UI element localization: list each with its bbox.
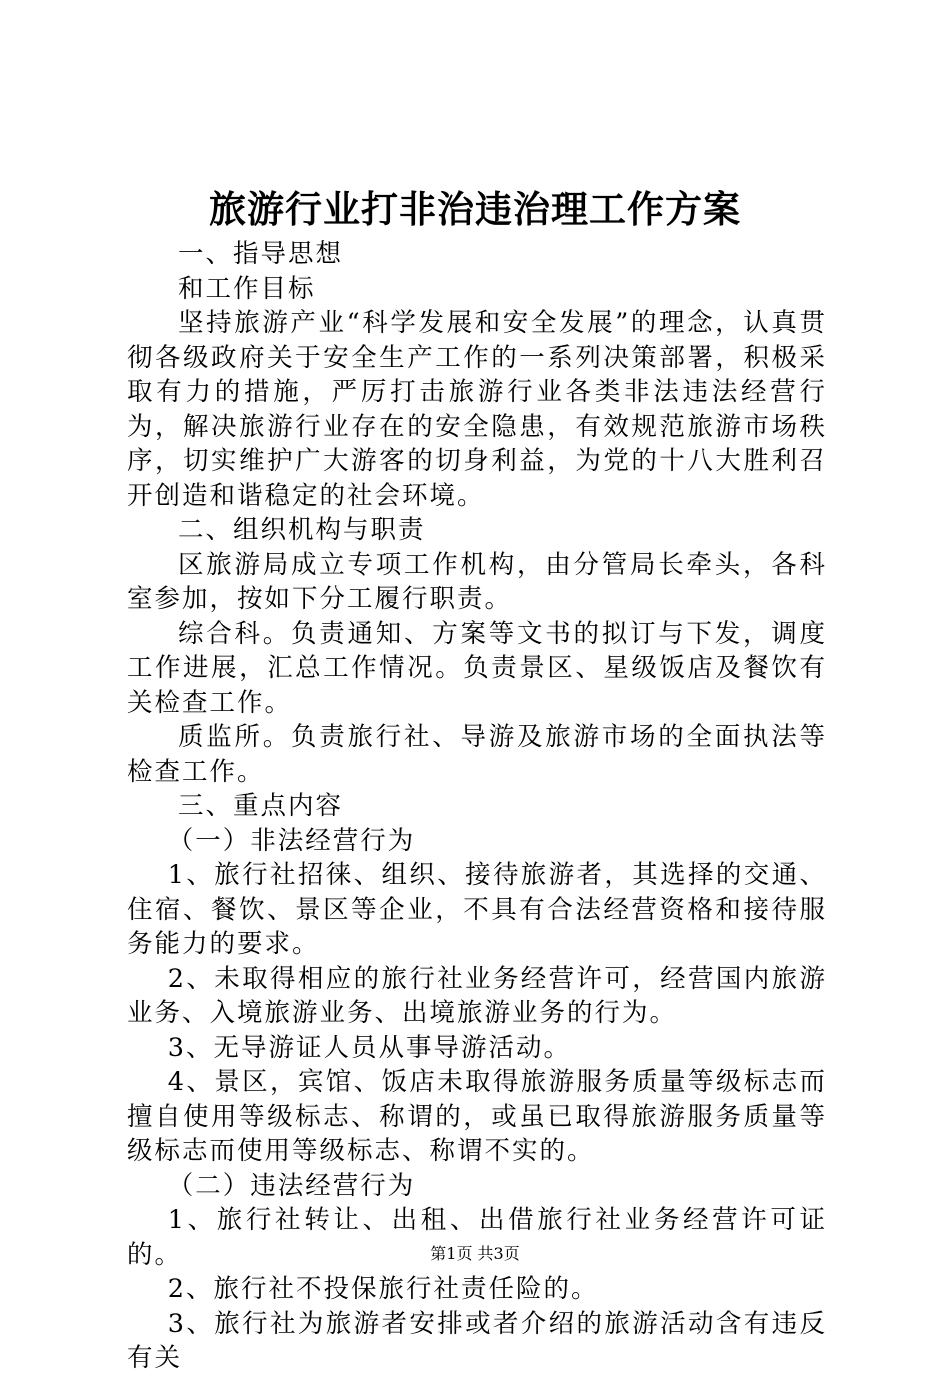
paragraph: 4、景区，宾馆、饭店未取得旅游服务质量等级标志而擅自使用等级标志、称谓的，或虽已取得旅游服务质量等级标志而使用等级标志、称谓不实的。	[127, 1067, 827, 1166]
paragraph: 综合科。负责通知、方案等文书的拟订与下发，调度工作进展，汇总工作情况。负责景区、星级饭店及餐饮有关检查工作。	[127, 618, 827, 718]
paragraph: 3、旅行社为旅游者安排或者介绍的旅游活动含有违反有关	[127, 1308, 827, 1373]
paragraph: 1、旅行社招徕、组织、接待旅游者，其选择的交通、住宿、餐饮、景区等企业，不具有合法经营资格和接待服务能力的要求。	[127, 860, 827, 959]
paragraph: 坚持旅游产业“科学发展和安全发展”的理念，认真贯彻各级政府关于安全生产工作的一系列决策部署，积极采取有力的措施，严厉打击旅游行业各类非法违法经营行为，解决旅游行业存在的安全隐患，有效规范旅游市场秩序，切实维护广大游客的切身利益，为党的十八大胜利召开创造和谐稳定的社会环境。	[127, 308, 827, 511]
paragraph: 区旅游局成立专项工作机构，由分管局长牵头，各科室参加，按如下分工履行职责。	[127, 549, 827, 614]
paragraph: 2、未取得相应的旅行社业务经营许可，经营国内旅游业务、入境旅游业务、出境旅游业务的行为。	[127, 963, 827, 1028]
paragraph: （一）非法经营行为	[167, 825, 416, 856]
paragraph: 二、组织机构与职责	[178, 515, 426, 545]
paragraph: 质监所。负责旅行社、导游及旅游市场的全面执法等检查工作。	[127, 722, 827, 787]
paragraph: 三、重点内容	[178, 791, 344, 821]
paragraph: 一、指导思想	[178, 239, 344, 269]
paragraph: （二）违法经营行为	[167, 1170, 416, 1201]
paragraph: 1、旅行社转让、出租、出借旅行社业务经营许可证的。	[127, 1205, 827, 1270]
document-body	[127, 237, 827, 1376]
paragraph: 2、旅行社不投保旅行社责任险的。	[167, 1274, 599, 1304]
paragraph: 和工作目标	[178, 273, 316, 304]
page-footer: 第1页 共3页	[430, 1244, 520, 1263]
document-title: 旅游行业打非治违治理工作方案	[209, 187, 741, 231]
paragraph: 3、无导游证人员从事导游活动。	[167, 1032, 572, 1063]
